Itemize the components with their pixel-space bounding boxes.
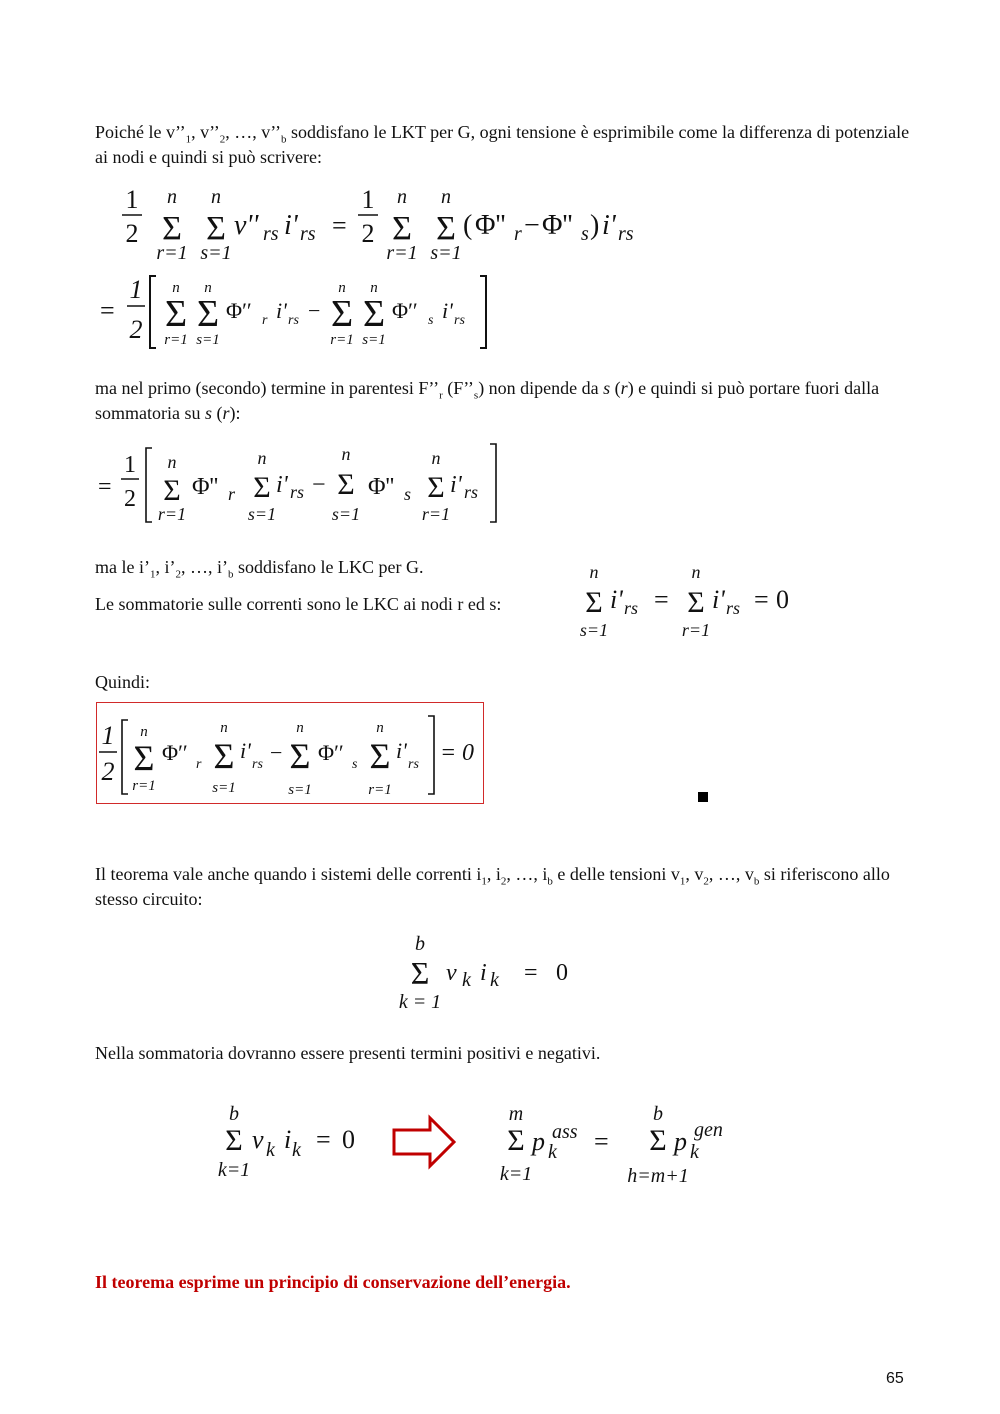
paragraph-lkc: ma le $i’_1$, $i’_2$, …, $i’_b$ soddisfano le LKC per G. (95, 557, 424, 581)
svg-text:rs: rs (624, 598, 639, 618)
svg-text:r=1: r=1 (386, 242, 418, 264)
svg-text:2: 2 (101, 757, 115, 786)
implies-arrow-icon (392, 1116, 456, 1168)
svg-text:n: n (341, 444, 351, 464)
equation-sum-vk-ik (212, 1100, 372, 1182)
left-bracket (146, 448, 152, 522)
svg-text:Σ: Σ (585, 586, 603, 619)
paragraph-lkt: Poiché le $v’’_1$, $v’’_2$, …, $v’’_b$ soddisfano le LKT per G, ogni tensione è esprimibile come la differenza di potenziale ai nodi e quindi si può scrivere: (95, 122, 910, 167)
svg-text:k: k (266, 1139, 275, 1161)
equation-4 (578, 560, 808, 642)
svg-text:Σ: Σ (507, 1124, 525, 1157)
svg-text:r=1: r=1 (132, 778, 156, 794)
svg-text:0: 0 (342, 1125, 355, 1154)
svg-text:n: n (204, 280, 212, 296)
svg-text:2: 2 (361, 219, 375, 248)
svg-text:Σ: Σ (133, 738, 155, 778)
svg-text:0: 0 (462, 740, 474, 766)
svg-text:n: n (397, 186, 407, 208)
svg-text:r=1: r=1 (157, 504, 187, 524)
svg-text:rs: rs (408, 757, 419, 772)
svg-text:rs: rs (454, 313, 465, 328)
svg-text:Φ'': Φ'' (192, 474, 219, 500)
svg-text:i': i' (396, 738, 407, 763)
equation-power-balance (494, 1100, 754, 1190)
svg-text:k: k (548, 1141, 557, 1163)
svg-text:m: m (508, 1103, 524, 1125)
svg-text:v: v (252, 1125, 264, 1154)
svg-text:n: n (431, 448, 441, 468)
svg-text:n: n (140, 724, 148, 740)
fraction-denominator: 2 (125, 219, 139, 248)
paragraph-sommatoria: Nella sommatoria dovranno essere presenti termini positivi e negativi. (95, 1043, 601, 1063)
svg-text:ass: ass (552, 1121, 578, 1143)
svg-text:r: r (262, 313, 268, 328)
paragraph-sommatorie: Le sommatorie sulle correnti sono le LKC ai nodi r ed s: (95, 594, 502, 614)
left-bracket (122, 720, 128, 794)
svg-text:i': i' (284, 210, 298, 241)
svg-text:s=1: s=1 (331, 504, 361, 524)
svg-text:i': i' (602, 210, 616, 241)
svg-text:s=1: s=1 (200, 242, 232, 264)
svg-text:(: ( (463, 210, 473, 241)
svg-text:k=1: k=1 (499, 1163, 533, 1185)
paragraph-quindi: Quindi: (95, 672, 151, 692)
right-bracket (480, 276, 486, 348)
svg-text:Σ: Σ (649, 1124, 667, 1157)
svg-text:Σ: Σ (164, 293, 188, 335)
svg-text:Σ: Σ (687, 586, 705, 619)
svg-text:n: n (338, 280, 346, 296)
svg-text:1: 1 (129, 275, 143, 304)
svg-text:h=m+1: h=m+1 (627, 1165, 689, 1187)
svg-text:gen: gen (694, 1119, 723, 1141)
right-bracket (428, 716, 434, 794)
conclusion-statement: Il teorema esprime un principio di conservazione dell’energia. (95, 1272, 571, 1292)
svg-text:i': i' (450, 472, 462, 498)
svg-text:−: − (524, 210, 540, 241)
svg-text:b: b (415, 933, 425, 955)
svg-text:Σ: Σ (427, 471, 445, 504)
svg-text:Σ: Σ (436, 210, 456, 247)
svg-text:=: = (754, 585, 769, 614)
svg-text:=: = (594, 1127, 609, 1156)
svg-text:s=1: s=1 (288, 782, 312, 798)
svg-text:Σ: Σ (225, 1124, 243, 1157)
svg-text:k: k (292, 1139, 301, 1161)
svg-text:k = 1: k = 1 (398, 991, 442, 1013)
svg-text:s=1: s=1 (362, 332, 386, 348)
svg-text:i: i (480, 960, 487, 986)
svg-text:Σ: Σ (253, 471, 271, 504)
svg-text:r: r (228, 484, 236, 504)
svg-text:1: 1 (361, 185, 375, 214)
svg-text:p: p (674, 1127, 687, 1156)
equation-2 (100, 274, 500, 354)
svg-text:Φ'': Φ'' (542, 210, 573, 241)
svg-text:p: p (532, 1127, 545, 1156)
svg-text:s: s (404, 484, 412, 504)
right-bracket (490, 444, 496, 522)
svg-text:i': i' (276, 298, 287, 323)
equation-tellegen (394, 930, 584, 1014)
svg-text:rs: rs (290, 482, 305, 502)
equation-3 (98, 442, 508, 528)
svg-text:s=1: s=1 (196, 332, 220, 348)
svg-text:=: = (440, 740, 457, 766)
svg-text:r: r (514, 223, 522, 245)
svg-text:i': i' (240, 738, 251, 763)
svg-text:=: = (654, 585, 669, 614)
paragraph-teorema: Il teorema vale anche quando i sistemi delle correnti $i_1$, $i_2$, …, $i_b$ e delle tensioni $v_1$, $v_2$, …, $v_b$ si riferiscono allo stesso circuito: (95, 864, 890, 909)
svg-text:Φ′′: Φ′′ (392, 298, 418, 323)
svg-text:b: b (229, 1103, 239, 1125)
svg-text:n: n (376, 720, 384, 736)
svg-text:rs: rs (288, 313, 299, 328)
svg-text:n: n (211, 186, 221, 208)
svg-text:Φ′′: Φ′′ (226, 298, 252, 323)
svg-text:k=1: k=1 (217, 1159, 251, 1181)
svg-text:k: k (690, 1141, 699, 1163)
svg-text:i': i' (442, 298, 453, 323)
svg-text:Σ: Σ (410, 955, 430, 991)
svg-text:n: n (257, 448, 267, 468)
sigma-symbol: Σ (206, 210, 226, 247)
svg-text:=: = (98, 474, 112, 500)
svg-text:Σ: Σ (330, 293, 354, 335)
svg-text:rs: rs (263, 223, 279, 245)
svg-text:n: n (167, 452, 177, 472)
svg-text:k: k (490, 969, 499, 991)
svg-text:n: n (441, 186, 451, 208)
svg-text:s=1: s=1 (247, 504, 277, 524)
svg-text:n: n (172, 280, 180, 296)
svg-text:v'': v'' (234, 210, 259, 241)
svg-text:s=1: s=1 (212, 780, 236, 796)
svg-text:rs: rs (300, 223, 316, 245)
svg-text:0: 0 (556, 960, 568, 986)
svg-text:rs: rs (464, 482, 479, 502)
svg-text:=: = (332, 211, 347, 240)
sigma-symbol: Σ (162, 210, 182, 247)
svg-text:r=1: r=1 (368, 782, 392, 798)
svg-text:n: n (167, 186, 177, 208)
svg-text:rs: rs (252, 757, 263, 772)
svg-text:s=1: s=1 (430, 242, 462, 264)
svg-text:r=1: r=1 (164, 332, 188, 348)
page-number: 65 (886, 1370, 904, 1387)
svg-text:−: − (270, 740, 283, 765)
svg-text:v: v (446, 960, 457, 986)
svg-text:Σ: Σ (213, 736, 235, 776)
svg-text:s: s (581, 223, 589, 245)
svg-text:Σ: Σ (362, 293, 386, 335)
svg-text:=: = (316, 1125, 331, 1154)
svg-text:): ) (590, 210, 600, 241)
svg-text:=: = (524, 960, 538, 986)
svg-text:Σ: Σ (196, 293, 220, 335)
svg-text:=: = (100, 296, 115, 325)
svg-text:i': i' (610, 585, 623, 614)
equation-boxed (98, 716, 484, 800)
svg-text:1: 1 (124, 452, 136, 478)
svg-text:−: − (312, 472, 326, 498)
svg-text:Φ'': Φ'' (368, 474, 395, 500)
svg-text:r=1: r=1 (681, 620, 711, 640)
svg-text:Σ: Σ (369, 736, 391, 776)
svg-text:rs: rs (618, 223, 634, 245)
svg-text:r=1: r=1 (421, 504, 451, 524)
svg-text:i': i' (276, 472, 288, 498)
svg-text:r=1: r=1 (156, 242, 188, 264)
svg-text:b: b (653, 1103, 663, 1125)
svg-text:n: n (370, 280, 378, 296)
svg-text:Σ: Σ (337, 468, 355, 501)
svg-text:r=1: r=1 (330, 332, 354, 348)
fraction-numerator: 1 (125, 185, 139, 214)
svg-text:rs: rs (726, 598, 741, 618)
svg-text:s: s (428, 313, 434, 328)
svg-text:n: n (589, 562, 599, 582)
svg-text:Φ'': Φ'' (475, 210, 506, 241)
paragraph-parentheses: ma nel primo (secondo) termine in parentesi $F’’_r$ $(F’’_s)$ non dipende da s (r) e quindi si può portare fuori dalla sommatoria su s (r): (95, 378, 880, 423)
svg-text:s=1: s=1 (579, 620, 609, 640)
svg-text:n: n (691, 562, 701, 582)
svg-text:Σ: Σ (392, 210, 412, 247)
svg-text:n: n (296, 720, 304, 736)
svg-text:Φ′′: Φ′′ (162, 740, 188, 765)
svg-text:2: 2 (129, 315, 143, 344)
svg-text:s: s (352, 757, 358, 772)
svg-text:i': i' (712, 585, 725, 614)
svg-text:n: n (220, 720, 228, 736)
svg-text:Φ′′: Φ′′ (318, 740, 344, 765)
equation-1 (120, 182, 680, 264)
svg-text:r: r (196, 757, 202, 772)
svg-text:Σ: Σ (163, 474, 181, 507)
end-of-proof-square (698, 792, 708, 802)
svg-text:0: 0 (776, 585, 789, 614)
svg-text:−: − (308, 298, 321, 323)
svg-text:2: 2 (124, 486, 136, 512)
svg-text:1: 1 (101, 721, 115, 750)
svg-text:i: i (284, 1125, 292, 1154)
left-bracket (150, 276, 156, 348)
svg-text:k: k (462, 969, 471, 991)
svg-text:Σ: Σ (289, 736, 311, 776)
